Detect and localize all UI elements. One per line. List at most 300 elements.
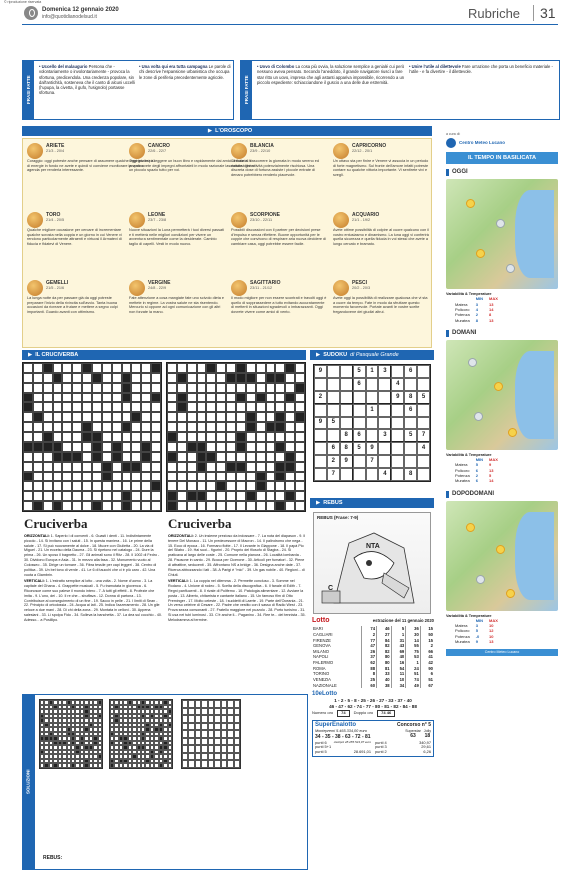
grid-cell [167, 373, 177, 383]
grid-cell [197, 412, 207, 422]
grid-cell [102, 402, 112, 412]
sudoku-cell[interactable]: 8 [404, 391, 417, 404]
grid-cell [102, 491, 112, 501]
temperature-row: Policoro 6 13 [455, 467, 494, 473]
sudoku-cell[interactable]: 5 [404, 429, 417, 442]
grid-cell [122, 462, 132, 472]
grid-cell [33, 383, 43, 393]
grid-cell [33, 393, 43, 403]
grid-cell [62, 501, 72, 511]
sudoku-cell[interactable]: 5 [417, 391, 430, 404]
grid-cell [197, 481, 207, 491]
grid-cell [43, 472, 53, 482]
grid-cell [23, 363, 33, 373]
sudoku-cell[interactable] [391, 404, 404, 417]
grid-cell [92, 383, 102, 393]
grid-cell [62, 452, 72, 462]
grid-cell [53, 462, 63, 472]
grid-cell [92, 373, 102, 383]
sudoku-cell[interactable] [314, 404, 327, 417]
sudoku-cell[interactable] [314, 455, 327, 468]
grid-cell [256, 363, 266, 373]
sudoku-cell[interactable] [314, 429, 327, 442]
sudoku-cell[interactable]: 8 [340, 429, 353, 442]
grid-cell [82, 402, 92, 412]
grid-cell [92, 501, 102, 511]
sudoku-cell[interactable]: 7 [327, 468, 340, 481]
grid-cell [216, 373, 226, 383]
crossword-grid-a[interactable] [22, 362, 162, 512]
sudoku-cell[interactable]: 4 [378, 468, 391, 481]
grid-cell [206, 481, 216, 491]
sudoku-cell[interactable] [353, 391, 366, 404]
grid-cell [53, 432, 63, 442]
sudoku-cell[interactable] [417, 404, 430, 417]
lotto-table [312, 626, 434, 688]
grid-cell [295, 412, 305, 422]
grid-cell [141, 373, 151, 383]
grid-cell [285, 501, 295, 511]
meteo-temps-domani: Variabilità & Temperature MIN MAX Matera 5 9 Policoro 6 13 Potenza 2 5 Muratea 6 14 [446, 453, 558, 485]
sudoku-cell[interactable]: 9 [340, 455, 353, 468]
grid-cell [53, 412, 63, 422]
sudoku-cell[interactable] [353, 468, 366, 481]
grid-cell [246, 432, 256, 442]
sudoku-cell[interactable] [340, 468, 353, 481]
sudoku-cell[interactable] [314, 442, 327, 455]
sudoku-cell[interactable]: 1 [366, 365, 379, 378]
grid-cell [151, 462, 161, 472]
solution-grid-sudoku [181, 699, 241, 769]
grid-cell [131, 491, 141, 501]
grid-cell [151, 383, 161, 393]
sudoku-cell[interactable] [353, 404, 366, 417]
grid-cell [122, 422, 132, 432]
sudoku-grid[interactable] [313, 364, 431, 482]
sun-icon [494, 382, 503, 391]
grid-cell [112, 412, 122, 422]
grid-cell [23, 393, 33, 403]
sudoku-cell[interactable]: 6 [327, 442, 340, 455]
sudoku-cell[interactable]: 9 [366, 442, 379, 455]
sudoku-cell[interactable] [417, 365, 430, 378]
grid-cell [256, 442, 266, 452]
grid-cell [82, 432, 92, 442]
grid-cell [23, 412, 33, 422]
grid-cell [131, 472, 141, 482]
grid-cell [53, 501, 63, 511]
meteo-map-oggi [446, 179, 558, 289]
sudoku-cell[interactable] [404, 417, 417, 430]
sign-acquario: ACQUARIO 21/1 - 19/2 Avete ottime possibilità di colpire al cuore qualcuno con il vostro entusiasmo e dinamismo. La luna oggi vi conferirà quella sicurezza e quella fiducia in voi stessi che avete a lungo cercato e bramato. [333, 212, 429, 247]
sudoku-cell[interactable] [327, 378, 340, 391]
sudoku-cell[interactable] [353, 417, 366, 430]
grid-cell [33, 481, 43, 491]
sudoku-cell[interactable] [417, 417, 430, 430]
sudoku-cell[interactable] [327, 391, 340, 404]
grid-cell [82, 442, 92, 452]
grid-cell [62, 393, 72, 403]
grid-cell [285, 481, 295, 491]
grid-cell [62, 481, 72, 491]
sudoku-cell[interactable] [417, 468, 430, 481]
sudoku-cell[interactable]: 6 [404, 404, 417, 417]
grid-cell [72, 393, 82, 403]
grid-cell [187, 472, 197, 482]
rebus-drawing [314, 513, 432, 615]
grid-cell [266, 472, 276, 482]
grid-cell [206, 363, 216, 373]
rebus-illustration [313, 512, 431, 614]
grid-cell [236, 481, 246, 491]
grid-cell [43, 491, 53, 501]
grid-cell [216, 393, 226, 403]
temperature-row: Policoro 4 14 [455, 307, 494, 312]
sign-pesci: PESCI 20/2 - 20/3 Avete oggi la possibilità di realizzare qualcosa che vi sta a cuore da tempo. Fate in modo da sfruttare questo momento favorevole. Portate avanti le vostre scelte fregandovene dei giudizi altrui. [333, 280, 428, 315]
sudoku-cell[interactable] [353, 455, 366, 468]
crossword-title-b: Cruciverba [168, 516, 232, 531]
sudoku-cell[interactable] [366, 468, 379, 481]
grid-cell [226, 432, 236, 442]
frasi-fatte-box-1 [22, 60, 234, 120]
sudoku-cell[interactable] [391, 442, 404, 455]
grid-cell [236, 363, 246, 373]
lotto-row: CAGLIARI 2 27 1 30 50 [313, 631, 433, 637]
grid-cell [197, 363, 207, 373]
sudoku-cell[interactable]: 3 [378, 365, 391, 378]
grid-cell [151, 422, 161, 432]
sudoku-cell[interactable] [327, 365, 340, 378]
sun-icon [466, 199, 475, 208]
grid-cell [226, 472, 236, 482]
grid-cell [92, 491, 102, 501]
grid-cell [275, 501, 285, 511]
solution-cell [234, 753, 240, 761]
grid-cell [216, 432, 226, 442]
grid-cell [33, 432, 43, 442]
grid-cell [43, 462, 53, 472]
grid-cell [256, 501, 266, 511]
grid-cell [206, 373, 216, 383]
sudoku-cell[interactable]: 6 [353, 429, 366, 442]
temperature-row: Muratea 6 14 [455, 478, 494, 484]
lotto-row: FIRENZE 77 84 31 14 15 [313, 637, 433, 643]
sudoku-cell[interactable] [404, 442, 417, 455]
sudoku-cell[interactable]: 9 [314, 365, 327, 378]
meteo-map-domani [446, 340, 558, 450]
grid-cell [102, 383, 112, 393]
grid-cell [141, 462, 151, 472]
grid-cell [295, 501, 305, 511]
sudoku-cell[interactable] [404, 378, 417, 391]
grid-cell [187, 491, 197, 501]
sudoku-cell[interactable] [340, 365, 353, 378]
sudoku-cell[interactable] [391, 455, 404, 468]
grid-cell [285, 491, 295, 501]
sudoku-cell[interactable]: 4 [391, 378, 404, 391]
grid-cell [295, 491, 305, 501]
10elotto-row-2: 46 - 47 - 62 - 74 - 77 - 80 - 81 - 82 - 84 - 88 [329, 703, 417, 709]
grid-cell [92, 442, 102, 452]
grid-cell [187, 363, 197, 373]
temperature-row: Muratea 9 13 [455, 639, 494, 645]
contact-email[interactable]: info@quotidianodelsud.it [42, 14, 97, 20]
meteo-title: IL TEMPO IN BASILICATA [446, 152, 558, 164]
grid-cell [197, 402, 207, 412]
sudoku-cell[interactable] [378, 455, 391, 468]
header-separator [533, 5, 534, 21]
grid-cell [187, 393, 197, 403]
sudoku-cell[interactable] [366, 417, 379, 430]
grid-cell [141, 412, 151, 422]
sudoku-cell[interactable]: 6 [404, 365, 417, 378]
sudoku-cell[interactable] [340, 417, 353, 430]
cloud-icon [496, 219, 505, 228]
sudoku-cell[interactable] [378, 404, 391, 417]
grid-cell [112, 481, 122, 491]
grid-cell [285, 472, 295, 482]
grid-cell [197, 472, 207, 482]
grid-cell [275, 393, 285, 403]
grid-cell [236, 373, 246, 383]
solution-cell [234, 738, 240, 746]
grid-cell [256, 393, 266, 403]
grid-cell [53, 422, 63, 432]
grid-cell [82, 481, 92, 491]
grid-cell [112, 442, 122, 452]
jolly-label: Jolly [423, 729, 431, 734]
grid-cell [151, 501, 161, 511]
sagittarius-icon [231, 280, 247, 296]
grid-cell [246, 373, 256, 383]
sudoku-cell[interactable] [378, 442, 391, 455]
grid-cell [206, 462, 216, 472]
grid-cell [141, 442, 151, 452]
grid-cell [62, 422, 72, 432]
grid-cell [275, 442, 285, 452]
grid-cell [187, 442, 197, 452]
grid-cell [216, 402, 226, 412]
frasi-fatte-text: • Uccello del malaugurio Persona che - volontariamente o involontariamente - provoca la sfortuna, predicendola. Una credenza popolare, sin dall'antichità, sosteneva che il canto di alcuni uccelli (l'upupa, la civetta, il gufo, l'usignolo) portasse sfortuna. [39, 64, 136, 96]
grid-cell [167, 412, 177, 422]
grid-cell [285, 363, 295, 373]
grid-cell [122, 452, 132, 462]
grid-cell [246, 472, 256, 482]
sudoku-cell[interactable] [404, 455, 417, 468]
grid-cell [43, 363, 53, 373]
grid-cell [72, 402, 82, 412]
sudoku-cell[interactable]: 1 [366, 404, 379, 417]
lotto-row: MILANO 26 82 69 75 66 [313, 648, 433, 654]
sudoku-cell[interactable]: 5 [353, 442, 366, 455]
grid-cell [266, 373, 276, 383]
grid-cell [141, 491, 151, 501]
sudoku-cell[interactable] [366, 391, 379, 404]
grid-cell [187, 422, 197, 432]
grid-cell [131, 402, 141, 412]
doppio-oro-value: 74 46 [377, 710, 395, 717]
grid-cell [177, 412, 187, 422]
grid-cell [187, 452, 197, 462]
sudoku-cell[interactable]: 3 [378, 429, 391, 442]
grid-cell [72, 363, 82, 373]
grid-cell [92, 432, 102, 442]
grid-cell [112, 393, 122, 403]
grid-cell [236, 452, 246, 462]
sudoku-cell[interactable] [327, 404, 340, 417]
grid-cell [285, 383, 295, 393]
sudoku-cell[interactable] [340, 404, 353, 417]
sudoku-cell[interactable]: 6 [353, 378, 366, 391]
grid-cell [275, 462, 285, 472]
sudoku-cell[interactable] [378, 391, 391, 404]
grid-cell [285, 412, 295, 422]
grid-cell [53, 363, 63, 373]
grid-cell [256, 472, 266, 482]
sudoku-cell[interactable] [340, 378, 353, 391]
grid-cell [33, 402, 43, 412]
grid-cell [275, 432, 285, 442]
grid-cell [177, 393, 187, 403]
grid-cell [246, 481, 256, 491]
grid-cell [246, 412, 256, 422]
sun-icon [476, 249, 485, 258]
grid-cell [82, 363, 92, 373]
sign-sagittario: SAGITTARIO 23/11 - 21/12 Il modo migliore per non essere scontrati e travolti oggi è quello di sopprassedere a tutto evitando accuratamente di metterti in situazioni sgradevoli o imbarazzanti. Oggi dovrete vivere come amici di vento. [231, 280, 327, 315]
grid-cell [72, 472, 82, 482]
sudoku-cell[interactable] [378, 378, 391, 391]
grid-cell [216, 442, 226, 452]
sudoku-cell[interactable] [378, 417, 391, 430]
sudoku-cell[interactable]: 9 [391, 391, 404, 404]
grid-cell [295, 373, 305, 383]
grid-cell [275, 402, 285, 412]
grid-cell [187, 432, 197, 442]
grid-cell [53, 383, 63, 393]
grid-cell [82, 373, 92, 383]
meteo-temps-dopodomani: Variabilità & Temperature MIN MAX Matera 3 10 Policoro 5 12 Potenza -0 10 Muratea 9 13 [446, 614, 558, 646]
grid-cell [246, 501, 256, 511]
grid-cell [72, 501, 82, 511]
grid-cell [177, 442, 187, 452]
grid-cell [62, 402, 72, 412]
sudoku-cell[interactable] [391, 365, 404, 378]
sudoku-cell[interactable]: 8 [404, 468, 417, 481]
grid-cell [112, 472, 122, 482]
grid-cell [151, 432, 161, 442]
grid-cell [197, 432, 207, 442]
grid-cell [151, 363, 161, 373]
grid-cell [131, 373, 141, 383]
grid-cell [275, 472, 285, 482]
grid-cell [92, 422, 102, 432]
sign-ariete: ARIETE 21/3 - 20/4 Coraggio: oggi potreste anche pensare di assumere qualche impegno in più di energie in fondo ne avete e quindi vi conviene monitorare la vostra agenda per renderla interessante. [27, 143, 155, 173]
grid-cell [285, 462, 295, 472]
sign-capricorno: CAPRICORNO 22/12 - 20/1 Un ottavo sta per finire e Venere vi associa in un periodo di forte magnetismo. Sul fronte dell'amore infatti potreste contare su qualche vittoria importante. Vi sentirete vivi e svegli. [333, 143, 429, 178]
grid-cell [226, 462, 236, 472]
grid-cell [72, 452, 82, 462]
lotto-row: VENEZIA 25 40 10 74 51 [313, 676, 433, 682]
grid-cell [62, 373, 72, 383]
grid-cell [112, 422, 122, 432]
sudoku-cell[interactable]: 8 [340, 442, 353, 455]
sudoku-cell[interactable] [340, 391, 353, 404]
grid-cell [102, 481, 112, 491]
grid-cell [102, 452, 112, 462]
leo-icon [129, 212, 145, 228]
grid-cell [82, 462, 92, 472]
aquarius-icon [333, 212, 349, 228]
sudoku-cell[interactable] [417, 455, 430, 468]
sudoku-cell[interactable] [314, 378, 327, 391]
oro-value: 74 [337, 710, 349, 717]
grid-cell [23, 472, 33, 482]
sudoku-cell[interactable] [391, 417, 404, 430]
sudoku-cell[interactable]: 5 [353, 365, 366, 378]
grid-cell [197, 373, 207, 383]
grid-cell [53, 393, 63, 403]
grid-cell [72, 412, 82, 422]
grid-cell [167, 481, 177, 491]
sudoku-cell[interactable] [391, 468, 404, 481]
sudoku-cell[interactable]: 5 [327, 417, 340, 430]
libra-icon [231, 143, 247, 159]
grid-cell [82, 452, 92, 462]
sudoku-cell[interactable] [366, 429, 379, 442]
sudoku-cell[interactable]: 2 [327, 455, 340, 468]
grid-cell [131, 363, 141, 373]
sudoku-cell[interactable] [327, 429, 340, 442]
sudoku-cell[interactable] [314, 468, 327, 481]
gemini-icon [27, 280, 43, 296]
grid-cell [167, 402, 177, 412]
sudoku-cell[interactable] [366, 378, 379, 391]
sudoku-cell[interactable]: 9 [314, 417, 327, 430]
grid-cell [236, 412, 246, 422]
grid-cell [141, 481, 151, 491]
cloud-icon [506, 264, 515, 273]
solution-cell [234, 715, 240, 723]
grid-cell [266, 402, 276, 412]
superenalotto-logo: SuperEnalotto [315, 721, 357, 728]
sudoku-cell[interactable]: 7 [366, 455, 379, 468]
grid-cell [102, 501, 112, 511]
grid-cell [43, 402, 53, 412]
capricorn-icon [333, 143, 349, 159]
grid-cell [216, 412, 226, 422]
grid-cell [295, 422, 305, 432]
grid-cell [23, 501, 33, 511]
sign-scorpione: SCORPIONE 23/10 - 22/11 Possibili discussioni con il partner per decisioni prese d'impulso e senza riflettere. Buone opportunità per le coppie che convivono di respirare aria nuova decidere di cambiare casa, oggi potrebbe essere facile. [231, 212, 326, 247]
sudoku-cell[interactable]: 2 [314, 391, 327, 404]
sudoku-cell[interactable]: 7 [417, 429, 430, 442]
grid-cell [53, 481, 63, 491]
grid-cell [216, 383, 226, 393]
grid-cell [102, 442, 112, 452]
sudoku-cell[interactable] [391, 429, 404, 442]
crossword-grid-b[interactable] [166, 362, 306, 512]
sudoku-band: ▶ SUDOKU di Pasquale Grande [310, 350, 434, 360]
grid-cell [62, 383, 72, 393]
sudoku-cell[interactable]: 4 [417, 442, 430, 455]
rebus-solution-label: REBUS: [43, 855, 63, 861]
grid-cell [206, 442, 216, 452]
grid-cell [236, 462, 246, 472]
grid-cell [167, 393, 177, 403]
grid-cell [92, 402, 102, 412]
sudoku-cell[interactable] [417, 378, 430, 391]
grid-cell [167, 363, 177, 373]
